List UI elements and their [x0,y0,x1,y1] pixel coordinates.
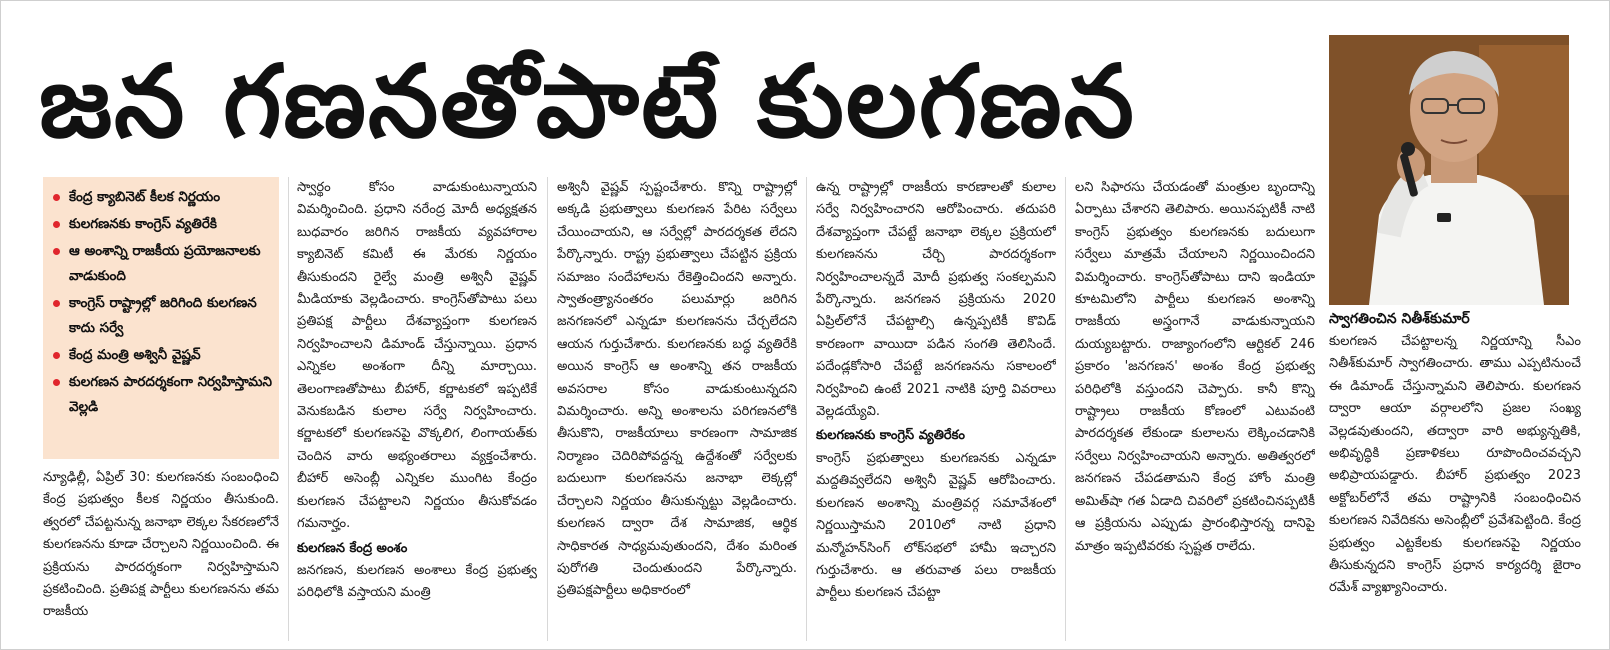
highlight-item: ఆ అంశాన్ని రాజకీయ ప్రయోజనాలకు వాడుకుంది [49,239,273,289]
subheading: కులగణన కేంద్ర అంశం [297,540,408,556]
speaker-photo-graphic [1329,35,1569,305]
article-column-3 [557,177,797,643]
column-divider [288,177,289,641]
article-text: కాంగ్రెస్‌ ప్రభుత్వాలు కులగణనకు ఎన్నడూ మద్దతివ్వలేదని అశ్వినీ వైష్ణవ్‌ ఆరోపించారు. కులగణన అంశాన్ని మంత్రివర్గ సమావేశంలో నిర్ణయిస్తామని 2010లో నాటి ప్రధాని మన్మోహన్‌సింగ్‌ లోక్‌సభలో హామీ ఇచ్చారని గుర్తుచేశారు. ఆ తరువాత పలు రాజకీయ పార్టీలు కులగణన చేపట్టా [816,450,1056,601]
article-text: న్యూఢిల్లీ, ఏప్రిల్‌ 30: కులగణనకు సంబంధించి కేంద్ర ప్రభుత్వం కీలక నిర్ణయం తీసుకుంది. త్వరలో చేపట్టనున్న జనాభా లెక్కల సేకరణలోనే కులగణనను కూడా చేర్చాలని నిర్ణయించింది. ఈ ప్రక్రియను పారదర్శకంగా నిర్వహిస్తామని ప్రకటించింది. ప్రతిపక్ష పార్టీలు కులగణనను తమ రాజకీయ [43,470,279,620]
highlight-item: కేంద్ర మంత్రి అశ్వినీ వైష్ణవ్‌ [49,343,273,368]
bullet-icon [53,300,60,307]
column-divider [547,177,548,641]
article-text: జనగణన, కులగణన అంశాలు కేంద్ర ప్రభుత్వ పరిధిలోకి వస్తాయని మంత్రి [297,562,537,601]
article-column-1 [43,467,279,643]
highlight-item: కేంద్ర క్యాబినెట్‌ కీలక నిర్ణయం [49,185,273,210]
article-text: ఉన్న రాష్ట్రాల్లో రాజకీయ కారణాలతో కులాల సర్వే నిర్వహించారని ఆరోపించారు. తదుపరి దేశవ్యాప్తంగా చేపట్టే జనాభా లెక్కల ప్రక్రియలో కులగణనను చేర్చి పారదర్శకంగా నిర్వహించాలన్నదే మోదీ ప్రభుత్వ సంకల్పమని పేర్కొన్నారు. జనగణన ప్రక్రియను 2020 ఏప్రిల్‌లోనే చేపట్టాల్సి ఉన్నప్పటికీ కొవిడ్‌ కారణంగా వాయిదా పడిన సంగతి తెలిసిందే. పదేండ్లకోసారి చేపట్టే జనగణనను సకాలంలో నిర్వహించి ఉంటే 2021 నాటికి పూర్తి వివరాలు వెల్లడయ్యేవి. [816,180,1056,420]
article-text: స్వార్థం కోసం వాడుకుంటున్నాయని విమర్శించింది. ప్రధాని నరేంద్ర మోదీ అధ్యక్షతన బుధవారం జరిగిన రాజకీయ వ్యవహారాల క్యాబినెట్‌ కమిటీ ఈ మేరకు నిర్ణయం తీసుకుందని రైల్వే మంత్రి అశ్వినీ వైష్ణవ్‌ మీడియాకు వెల్లడించారు. కాంగ్రెస్‌తోపాటు పలు ప్రతిపక్ష పార్టీలు దేశవ్యాప్తంగా కులగణన నిర్వహించాలని డిమాండ్‌ చేస్తున్నాయి. ప్రధాన ఎన్నికల అంశంగా దీన్ని మార్చాయి. తెలంగాణతోపాటు బీహార్‌, కర్ణాటకలో ఇప్పటికే వెనుకబడిన కులాల సర్వే నిర్వహించారు. కర్ణాటకలో కులగణనపై వొక్కలిగ, లింగాయత్‌కు చెందిన వారు అభ్యంతరాలు వ్యక్తంచేశారు. బీహార్‌ అసెంబ్లీ ఎన్నికల ముంగిట కేంద్రం కులగణన చేపట్టాలని నిర్ణయం తీసుకోవడం గమనార్హం. [297,180,537,532]
highlight-item: కులగణన పారదర్శకంగా నిర్వహిస్తామని వెల్లడి [49,370,273,420]
column-divider [1065,177,1066,641]
highlight-item: కులగణనకు కాంగ్రెస్‌ వ్యతిరేకి [49,212,273,237]
highlight-item: కాంగ్రెస్‌ రాష్ట్రాల్లో జరిగింది కులగణన కాదు సర్వే [49,291,273,341]
bullet-icon [53,194,60,201]
highlights-box [43,177,279,459]
bullet-icon [53,248,60,255]
headline: జన గణనతోపాటే కులగణన [39,43,1136,160]
photo-caption: స్వాగతించిన నితీశ్‌కుమార్‌ [1329,311,1470,327]
article-text: లని సిఫారసు చేయడంతో మంత్రుల బృందాన్ని ఏర్పాటు చేశారని తెలిపారు. అయినప్పటికీ నాటి కాంగ్రెస్‌ ప్రభుత్వం కులగణనకు బదులుగా సర్వేలు మాత్రమే చేయాలని నిర్ణయించిందని విమర్శించారు. కాంగ్రెస్‌తోపాటు దాని ఇండియా కూటమిలోని పార్టీలు కులగణన అంశాన్ని రాజకీయ అస్త్రంగానే వాడుకున్నాయని దుయ్యబట్టారు. రాజ్యాంగంలోని ఆర్టికల్‌ 246 ప్రకారం 'జనగణన' అంశం కేంద్ర ప్రభుత్వ పరిధిలోకి వస్తుందని చెప్పారు. కానీ కొన్ని రాష్ట్రాలు రాజకీయ కోణంలో ఎటువంటి పారదర్శకత లేకుండా కులాలను లెక్కించడానికి సర్వేలు నిర్వహించాయని అన్నారు. అతిత్వరలో జనగణన చేపడతామని కేంద్ర హోం మంత్రి అమిత్‌షా గత ఏడాది చివరిలో ప్రకటించినప్పటికీ ఆ ప్రక్రియను ఎప్పుడు ప్రారంభిస్తారన్న దానిపై మాత్రం ఇప్పటివరకు స్పష్టత రాలేదు. [1075,180,1315,554]
bullet-icon [53,379,60,386]
article-text: అశ్వినీ వైష్ణవ్‌ స్పష్టంచేశారు. కొన్ని రాష్ట్రాల్లో అక్కడి ప్రభుత్వాలు కులగణన పేరిట సర్వేలు చేయించాయని, ఆ సర్వేల్లో పారదర్శకత లేదని పేర్కొన్నారు. రాష్ట్ర ప్రభుత్వాలు చేపట్టిన ప్రక్రియ సమాజం సందేహాలను రేకెత్తించిందని అన్నారు. స్వాతంత్ర్యానంతరం పలుమార్లు జరిగిన జనగణనలో ఎన్నడూ కులగణనను చేర్చలేదని ఆయన గుర్తుచేశారు. కులగణనకు బద్ధ వ్యతిరేకి అయిన కాంగ్రెస్‌ ఆ అంశాన్ని తన రాజకీయ అవసరాల కోసం వాడుకుంటున్నదని విమర్శించారు. అన్ని అంశాలను పరిగణనలోకి తీసుకొని, రాజకీయాలు కారణంగా సామాజిక నిర్మాణం చెదిరిపోవద్దన్న ఉద్దేశంతో సర్వేలకు బదులుగా కులగణనను జనాభా లెక్కల్లో చేర్చాలని నిర్ణయం తీసుకున్నట్టు వెల్లడించారు. కులగణన ద్వారా దేశ సామాజిక, ఆర్థిక సాధికారత సాధ్యమవుతుందని, దేశం మరింత పురోగతి చెందుతుందని పేర్కొన్నారు. ప్రతిపక్షపార్టీలు అధికారంలో [557,180,797,599]
bullet-icon [53,221,60,228]
bullet-icon [53,352,60,359]
column-divider [806,177,807,641]
subheading: కులగణనకు కాంగ్రెస్‌ వ్యతిరేకం [816,428,966,444]
article-column-5 [1075,177,1315,643]
speaker-photo [1329,35,1569,305]
article-column-4 [816,177,1056,643]
article-column-6 [1329,331,1581,643]
article-text: కులగణన చేపట్టాలన్న నిర్ణయాన్ని సీఎం నితీశ్‌కుమార్‌ స్వాగతించారు. తాము ఎప్పటినుంచే ఈ డిమాండ్‌ చేస్తున్నామని తెలిపారు. కులగణన ద్వారా ఆయా వర్గాలలోని ప్రజల సంఖ్య వెల్లడవుతుందని, తద్వారా వారి అభ్యున్నతికి, అభివృద్ధికి ప్రణాళికలు రూపొందించవచ్చని అభిప్రాయపడ్డారు. బీహార్‌ ప్రభుత్వం 2023 అక్టోబర్‌లోనే తమ రాష్ట్రానికి సంబంధించిన కులగణన నివేదికను అసెంబ్లీలో ప్రవేశపెట్టింది. కేంద్ర ప్రభుత్వం ఎట్టకేలకు కులగణనపై నిర్ణయం తీసుకున్నదని కాంగ్రెస్‌ ప్రధాన కార్యదర్శి జైరాం రమేశ్‌ వ్యాఖ్యానించారు. [1329,334,1581,596]
article-column-2 [297,177,537,643]
highlights-list [49,185,273,420]
